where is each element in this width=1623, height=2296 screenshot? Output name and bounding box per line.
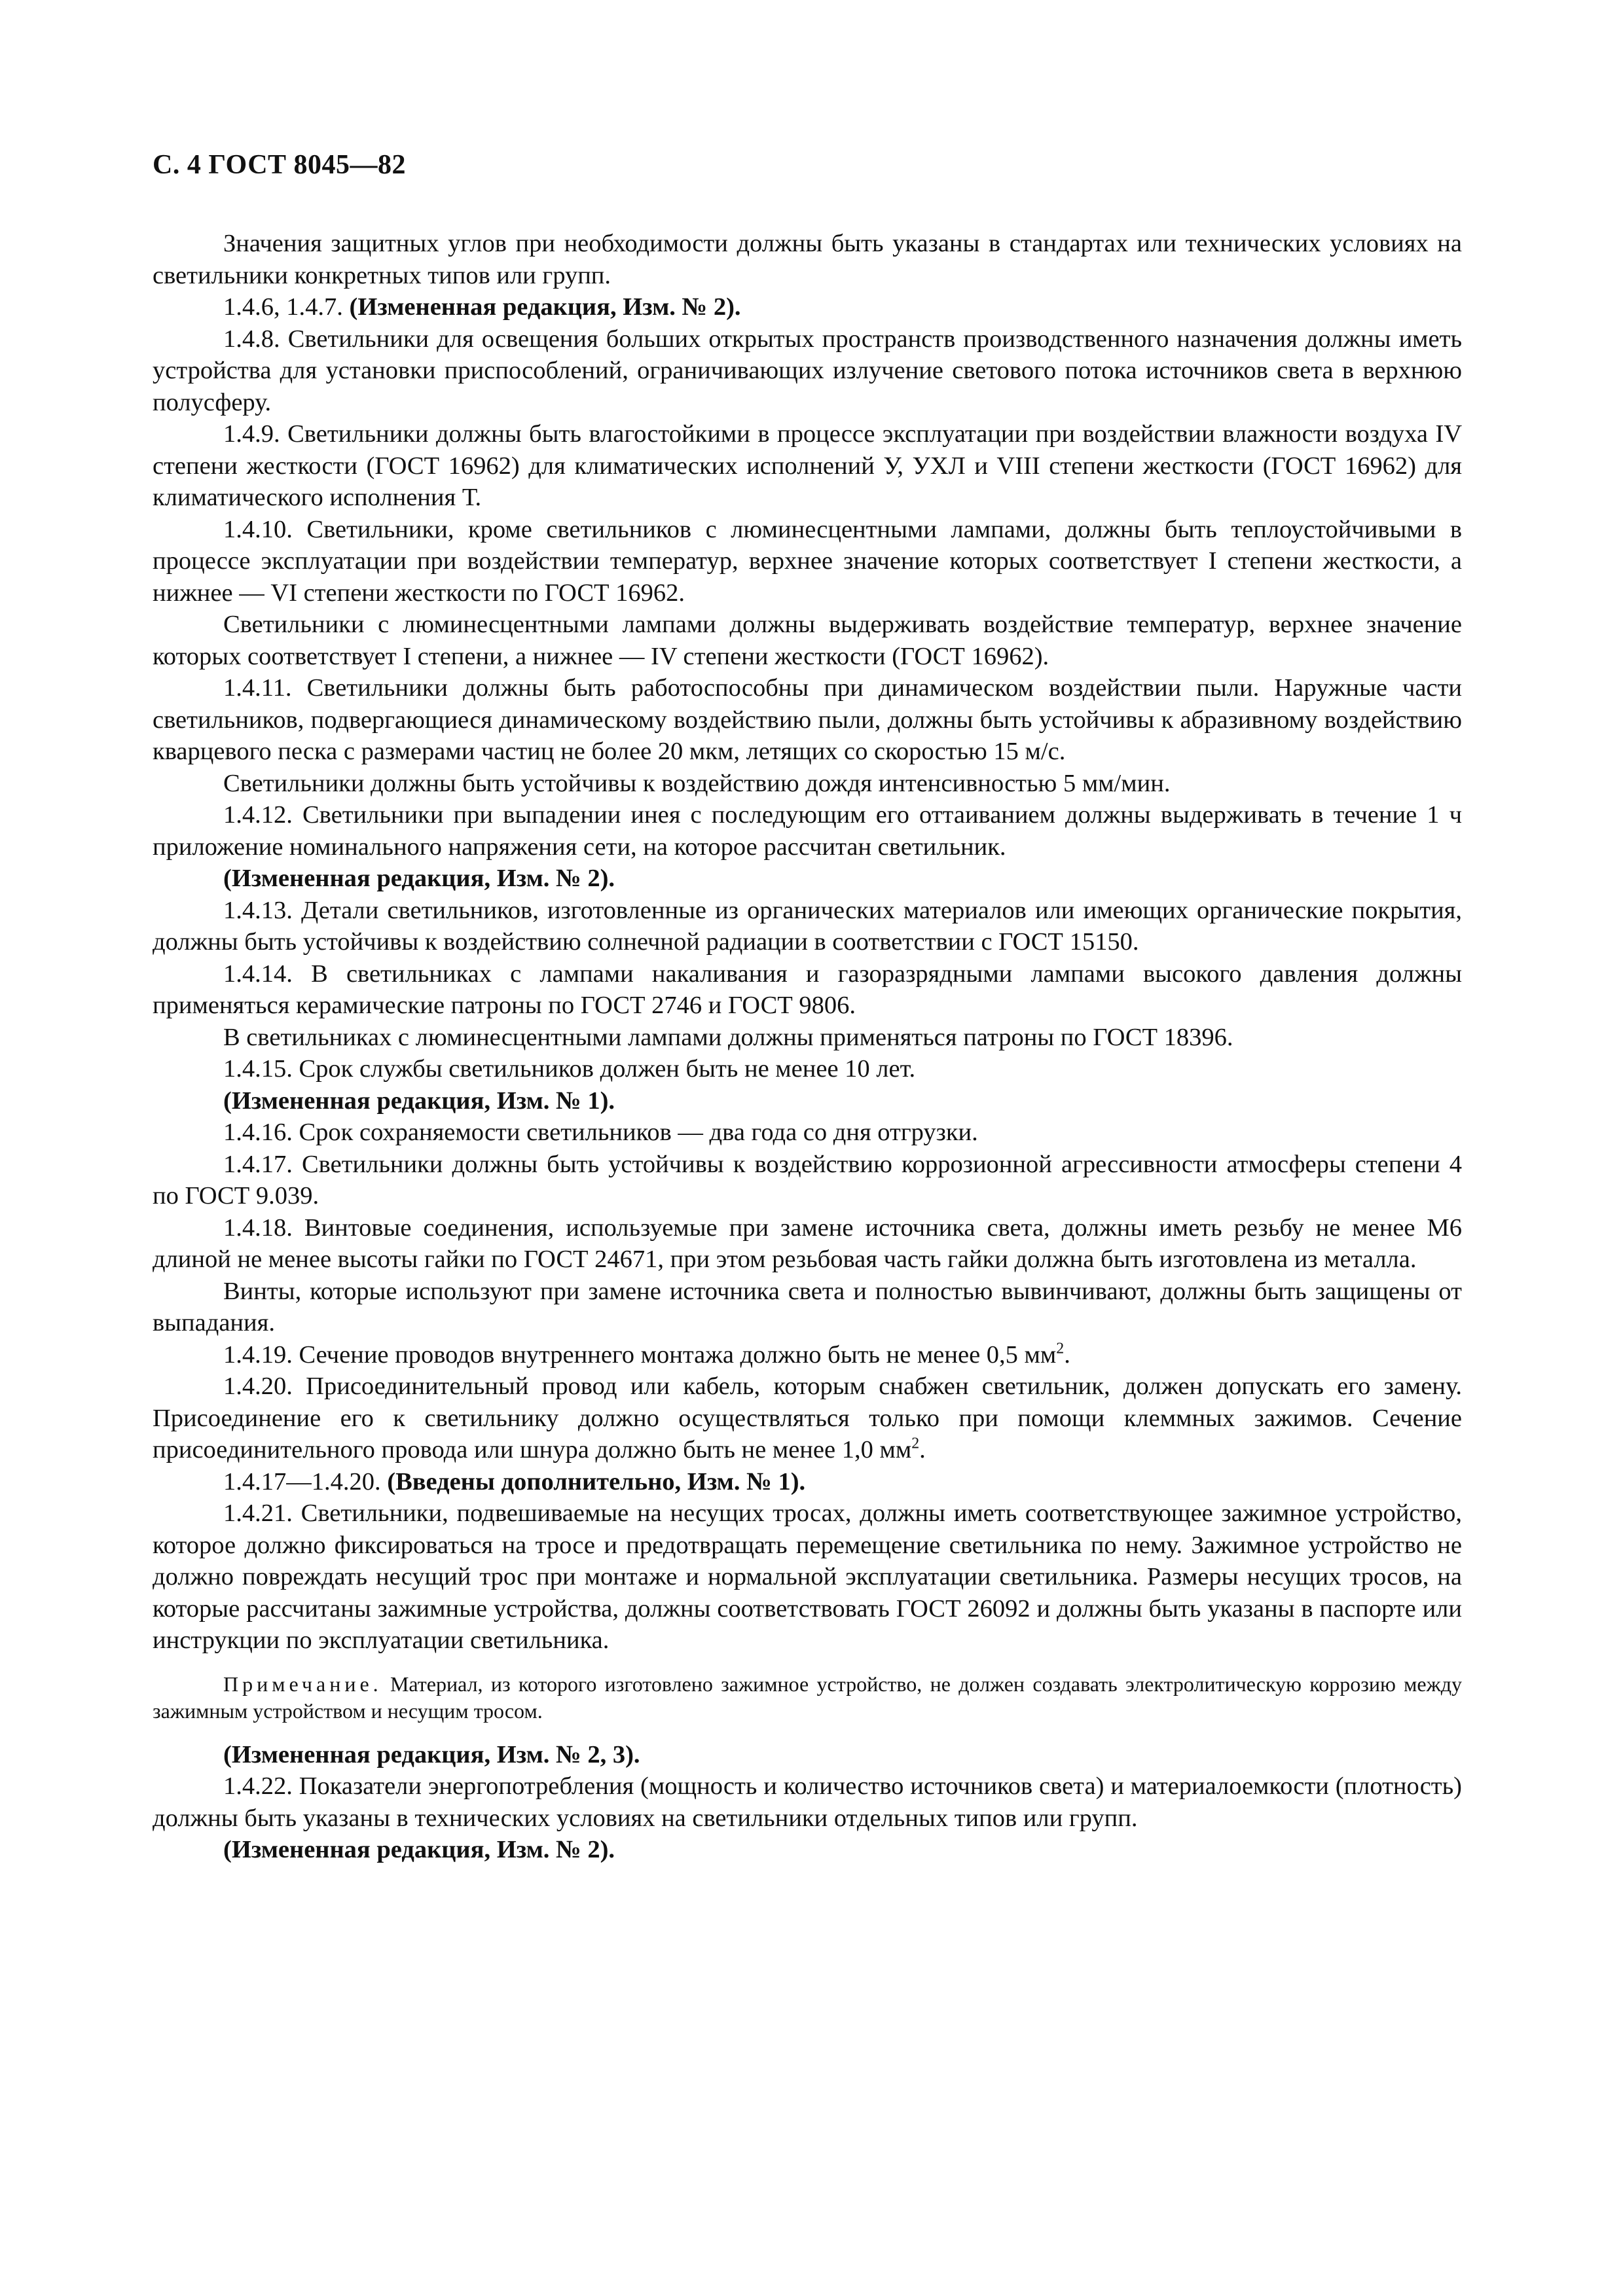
document-body [153,228,1462,1866]
note-text: Материал, из которого изготовлено зажимное устройство, не должен создавать электролитическую коррозию между зажимным устройством и несущим тросом. [153,1672,1463,1723]
paragraph-1-4-8: 1.4.8. Светильники для освещения больших открытых пространств производственного назначения должны иметь устройства для установки приспособлений, ограничивающих излучение светового потока источников света в верхнюю полусферу. [153,325,1463,416]
paragraph: Значения защитных углов при необходимости должны быть указаны в стандартах или технических условиях на светильники конкретных типов или групп. [153,230,1462,289]
paragraph: Светильники должны быть устойчивы к воздействию дождя интенсивностью 5 мм/мин. [223,769,1171,797]
amendment-note: (Измененная редакция, Изм. № 2). [223,865,615,892]
note-label: Примечание. [223,1672,382,1696]
amendment-note: (Измененная редакция, Изм. № 1). [223,1086,615,1115]
paragraph-1-4-14: 1.4.14. В светильниках с лампами накаливания и газоразрядными лампами высокого давления должны применяться керамические патроны по ГОСТ 2746 и ГОСТ 9806. [153,960,1463,1019]
paragraph-1-4-18: 1.4.18. Винтовые соединения, используемые при замене источника света, должны иметь резьбу не менее М6 длиной не менее высоты гайки по ГОСТ 24671, при этом резьбовая часть гайки должна быть изготовлена из металла. [153,1213,1462,1273]
paragraph-1-4-21: 1.4.21. Светильники, подвешиваемые на несущих тросах, должны иметь соответствующее зажимное устройство, которое должно фиксироваться на тросе и предотвращать перемещение светильника по нему. Зажимное устройство не должно повреждать несущий трос при монтаже и нормальной эксплуатации светильника. Размеры несущих тросов, на которые рассчитаны зажимные устройства, должны соответствовать ГОСТ 26092 и должны быть указаны в паспорте или инструкции по эксплуатации светильника. [153,1499,1463,1654]
paragraph-1-4-16: 1.4.16. Срок сохраняемости светильников — два года со дня отгрузки. [223,1119,978,1146]
paragraph-1-4-6-1-4-7: 1.4.6, 1.4.7. (Измененная редакция, Изм. № 2). [223,293,741,321]
note-block [153,1671,1462,1725]
paragraph-1-4-10: 1.4.10. Светильники, кроме светильников с люминесцентными лампами, должны быть теплоустойчивыми в процессе эксплуатации при воздействии температур, верхнее значение которых соответствует I степени жесткости, а нижнее — VI степени жесткости по ГОСТ 16962. [153,515,1463,607]
paragraph: Светильники с люминесцентными лампами должны выдерживать воздействие температур, верхнее значение которых соответствует I степени, а нижнее — IV степени жесткости (ГОСТ 16962). [153,611,1462,670]
paragraph-1-4-22: 1.4.22. Показатели энергопотребления (мощность и количество источников света) и материалоемкости (плотность) должны быть указаны в технических условиях на светильники отдельных типов или групп. [153,1772,1462,1832]
paragraph-1-4-20: 1.4.20. Присоединительный провод или кабель, которым снабжен светильник, должен допускать его замену. Присоединение его к светильнику должно осуществляться только при помощи клеммных зажимов. Сечение присоединительного провода или шнура должно быть не менее 1,0 $мм^2$. [153,1372,1463,1463]
paragraph-1-4-17: 1.4.17. Светильники должны быть устойчивы к воздействию коррозионной агрессивности атмосферы степени 4 по ГОСТ 9.039. [153,1150,1463,1210]
paragraph-1-4-9: 1.4.9. Светильники должны быть влагостойкими в процессе эксплуатации при воздействии влажности воздуха IV степени жесткости (ГОСТ 16962) для климатических исполнений У, УХЛ и VIII степени жесткости (ГОСТ 16962) для климатического исполнения Т. [153,420,1463,511]
paragraph-1-4-13: 1.4.13. Детали светильников, изготовленные из органических материалов или имеющих органические покрытия, должны быть устойчивы к воздействию солнечной радиации в соответствии с ГОСТ 15150. [153,896,1462,956]
paragraph: В светильниках с люминесцентными лампами должны применяться патроны по ГОСТ 18396. [223,1023,1233,1051]
amendment-note: (Измененная редакция, Изм. № 2, 3). [223,1740,640,1768]
paragraph-1-4-12: 1.4.12. Светильники при выпадении инея с последующим его оттаиванием должны выдерживать в течение 1 ч приложение номинального напряжения сети, на которое рассчитан светильник. [153,801,1463,861]
amendment-note: 1.4.17—1.4.20. (Введены дополнительно, Изм. № 1). [223,1467,806,1496]
paragraph-1-4-11: 1.4.11. Светильники должны быть работоспособны при динамическом воздействии пыли. Наружные части светильников, подвергающиеся динамическому воздействию пыли, должны быть устойчивы к абразивному воздействию кварцевого песка с размерами частиц не более 20 мкм, летящих со скоростью 15 м/с. [153,674,1462,765]
page-header: С. 4 ГОСТ 8045—82 [153,150,407,180]
paragraph: Винты, которые используют при замене источника света и полностью вывинчивают, должны быть защищены от выпадания. [153,1277,1462,1336]
paragraph-1-4-15: 1.4.15. Срок службы светильников должен быть не менее 10 лет. [223,1055,916,1083]
amendment-note: (Измененная редакция, Изм. № 2). [223,1836,615,1863]
paragraph-1-4-19: 1.4.19. Сечение проводов внутреннего монтажа должно быть не менее 0,5 $мм^2$. [223,1340,1070,1369]
